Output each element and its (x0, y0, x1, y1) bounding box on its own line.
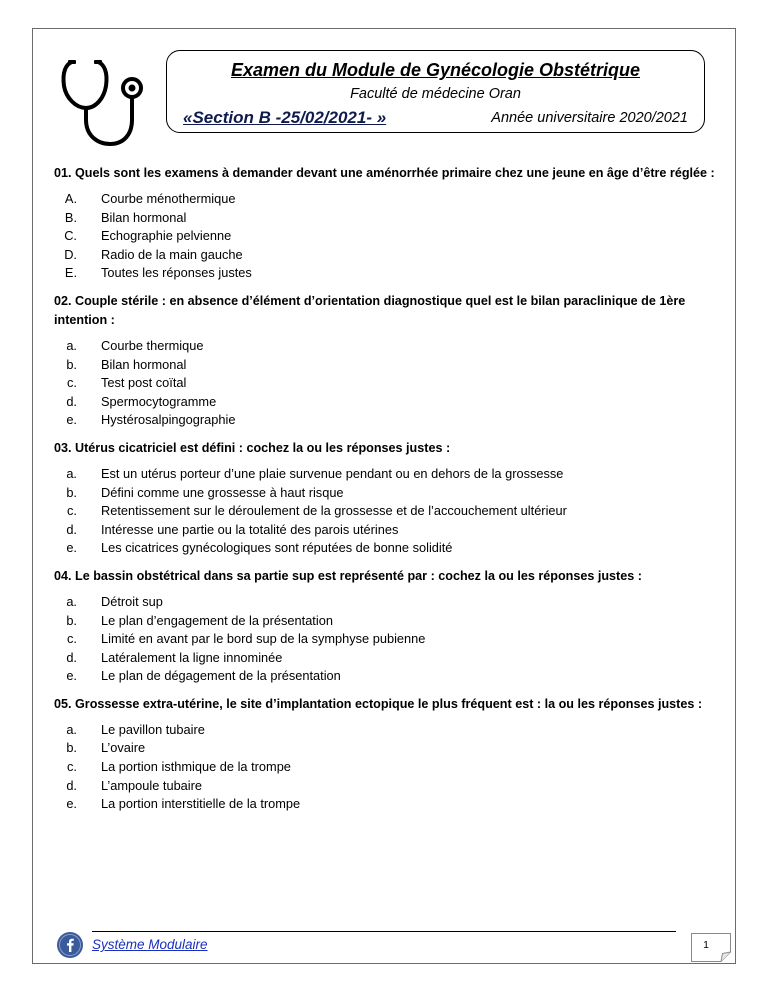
section-date: «Section B -25/02/2021- » (183, 108, 387, 127)
option-text: Spermocytogramme (101, 393, 217, 409)
option-text: Est un utérus porteur d’une plaie survenue pendant ou en dehors de la grossesse (101, 465, 564, 481)
option-item (54, 374, 722, 393)
option-letter: b. (66, 612, 77, 628)
option-list (54, 190, 722, 283)
option-letter: d. (66, 649, 77, 665)
option-text: La portion interstitielle de la trompe (101, 796, 301, 812)
option-list (54, 593, 722, 686)
option-text: Hystérosalpingographie (101, 412, 236, 428)
option-letter: a. (66, 721, 77, 737)
option-item (54, 739, 722, 758)
option-item (54, 521, 722, 540)
question-text: 03. Utérus cicatriciel est défini : cochez la ou les réponses justes : (54, 440, 451, 455)
option-letter: b. (66, 356, 77, 372)
faculty-name: Faculté de médecine Oran (350, 86, 521, 102)
question-text: 04. Le bassin obstétrical dans sa partie sup est représenté par : cochez la ou les réponses justes : (54, 568, 642, 583)
option-item (54, 539, 722, 558)
option-item (54, 264, 722, 283)
option-item (54, 393, 722, 412)
option-item (54, 337, 722, 356)
option-item (54, 209, 722, 228)
option-text: Le pavillon tubaire (101, 721, 205, 737)
option-letter: d. (66, 393, 77, 409)
option-text: Toutes les réponses justes (101, 265, 252, 281)
option-text: Retentissement sur le déroulement de la grossesse et de l’accouchement ultérieur (101, 503, 567, 519)
page-number: 1 (703, 939, 709, 951)
stethoscope-icon (58, 58, 148, 148)
option-letter: B. (64, 209, 77, 225)
option-letter: c. (67, 503, 77, 519)
option-list (54, 465, 722, 558)
option-item (54, 190, 722, 209)
option-text: Le plan de dégagement de la présentation (101, 668, 341, 684)
option-list (54, 721, 722, 814)
option-letter: b. (66, 484, 77, 500)
option-letter: a. (66, 337, 77, 353)
option-item (54, 630, 722, 649)
option-text: Détroit sup (101, 593, 163, 609)
option-text: Bilan hormonal (101, 209, 187, 225)
option-item (54, 649, 722, 668)
option-text: Latéralement la ligne innominée (101, 649, 283, 665)
question (54, 292, 722, 430)
page-number-box (691, 933, 731, 962)
option-letter: c. (67, 631, 77, 647)
option-text: Test post coïtal (101, 375, 187, 391)
option-item (54, 795, 722, 814)
option-text: L’ampoule tubaire (101, 777, 203, 793)
option-item (54, 612, 722, 631)
option-item (54, 356, 722, 375)
option-letter: e. (66, 668, 77, 684)
option-letter: c. (67, 759, 77, 775)
option-letter: D. (64, 246, 77, 262)
option-text: Echographie pelvienne (101, 228, 232, 244)
option-letter: e. (66, 412, 77, 428)
option-text: Radio de la main gauche (101, 246, 243, 262)
option-item (54, 465, 722, 484)
option-item (54, 484, 722, 503)
option-letter: E. (64, 265, 77, 281)
question-text: 02. Couple stérile : en absence d’élément d’orientation diagnostique quel est le bilan paraclinique de 1ère intention : (54, 293, 686, 327)
option-item (54, 246, 722, 265)
option-letter: c. (67, 375, 77, 391)
option-item (54, 593, 722, 612)
option-item (54, 721, 722, 740)
option-letter: a. (66, 593, 77, 609)
option-text: Les cicatrices gynécologiques sont réputées de bonne solidité (101, 540, 453, 556)
question (54, 164, 722, 283)
option-text: Le plan d’engagement de la présentation (101, 612, 333, 628)
question-text: 05. Grossesse extra-utérine, le site d’implantation ectopique le plus fréquent est : la ou les réponses justes : (54, 696, 703, 711)
option-item (54, 411, 722, 430)
option-item (54, 667, 722, 686)
option-text: Courbe thermique (101, 337, 204, 353)
option-text: Limité en avant par le bord sup de la symphyse pubienne (101, 631, 426, 647)
option-item (54, 777, 722, 796)
option-item (54, 758, 722, 777)
option-letter: e. (66, 540, 77, 556)
question (54, 439, 722, 558)
option-letter: d. (66, 777, 77, 793)
option-text: Intéresse une partie ou la totalité des parois utérines (101, 521, 399, 537)
facebook-icon[interactable] (56, 931, 84, 959)
question (54, 695, 722, 814)
question-list (54, 164, 722, 823)
header-box (166, 50, 705, 133)
academic-year: Année universitaire 2020/2021 (491, 110, 688, 126)
option-text: Bilan hormonal (101, 356, 187, 372)
exam-title: Examen du Module de Gynécologie Obstétrique (230, 60, 641, 80)
option-list (54, 337, 722, 430)
option-letter: A. (64, 191, 77, 206)
option-text: La portion isthmique de la trompe (101, 759, 291, 775)
question-text: 01. Quels sont les examens à demander devant une aménorrhée primaire chez une jeune en âge d’être réglée : (54, 166, 715, 180)
option-item (54, 502, 722, 521)
option-letter: C. (64, 228, 77, 244)
option-letter: a. (66, 465, 77, 481)
option-text: Courbe ménothermique (101, 191, 236, 206)
option-letter: d. (66, 521, 77, 537)
question (54, 567, 722, 686)
option-letter: e. (66, 796, 77, 812)
footer-divider (92, 931, 676, 932)
option-text: Défini comme une grossesse à haut risque (101, 484, 344, 500)
option-item (54, 227, 722, 246)
footer-link[interactable]: Système Modulaire (92, 937, 208, 952)
option-letter: b. (66, 740, 77, 756)
option-text: L’ovaire (101, 740, 146, 756)
